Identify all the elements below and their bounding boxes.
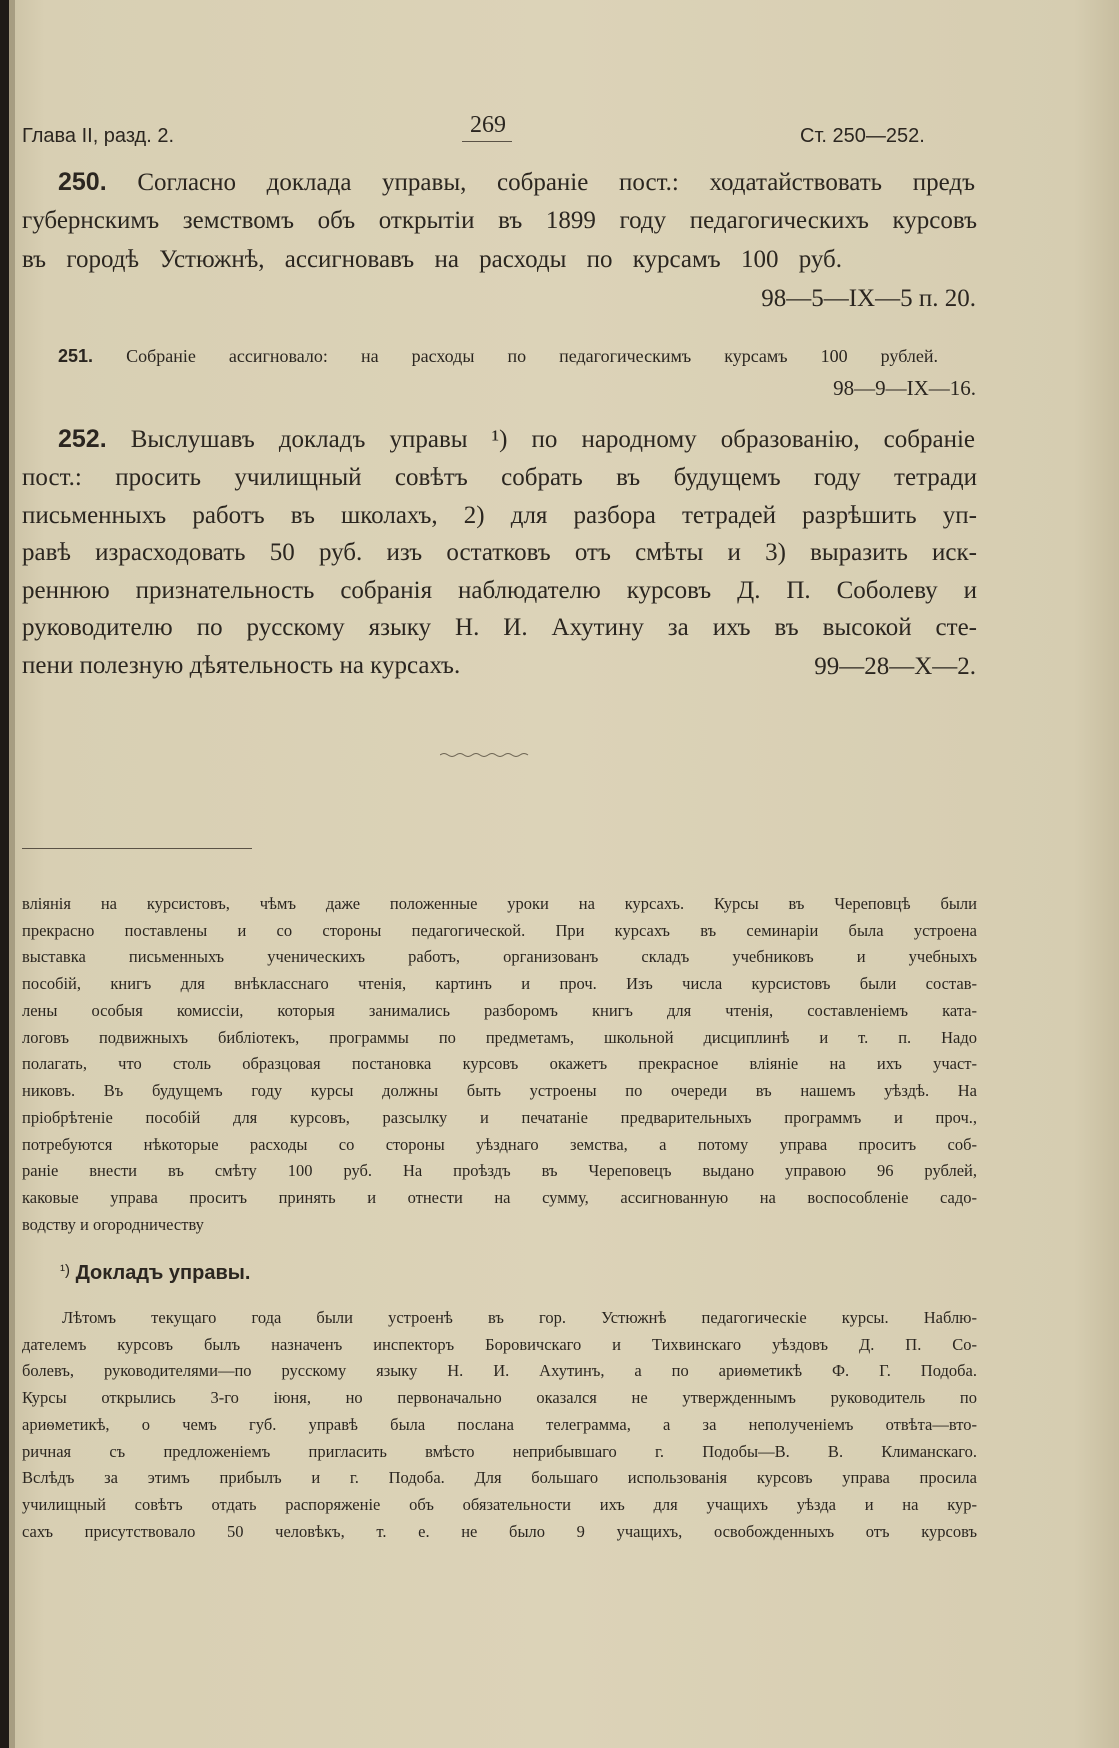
footnote-line: раніе внести въ смѣту 100 руб. На проѣздъ въ Череповецъ выдано управою 96 рублей, [22,1161,977,1180]
resolution-reference: 98—9—IX—16. [833,376,976,400]
article-number: 252. [58,425,107,453]
report-line: болевъ, руководителями—по русскому языку Н. И. Ахутинъ, а по ариѳметикѣ Ф. Г. Подоба. [22,1361,977,1380]
page-number: 269 [470,112,506,138]
article-number: 250. [58,168,107,196]
report-line: дателемъ курсовъ былъ назначенъ инспекторъ Боровичскаго и Тихвинскаго уѣздовъ Д. П. Со- [22,1335,977,1354]
footnote-line: вліянія на курсистовъ, чѣмъ даже положенные уроки на курсахъ. Курсы въ Череповцѣ были [22,894,977,913]
report-line: сахъ присутствовало 50 человѣкъ, т. е. не было 9 учащихъ, освобожденныхъ отъ курсовъ [22,1522,977,1541]
article-line: письменныхъ работъ въ школахъ, 2) для разбора тетрадей разрѣшить уп- [22,502,977,529]
article-text: Согласно доклада управы, собраніе пост.: ходатайствовать предъ [137,169,976,196]
footnote-line: водству и огородничеству [22,1215,204,1234]
footnote-line: потребуются нѣкоторые расходы со стороны уѣзднаго земства, а потому управа проситъ соб- [22,1135,977,1154]
article-line: пост.: просить училищный совѣтъ собрать въ будущемъ году тетради [22,464,977,491]
report-line: ариѳметикѣ, о чемъ губ. управѣ была послана телеграмма, а за неполученіемъ отвѣта—вто- [22,1415,977,1434]
chapter-label: Глава II, разд. 2. [22,125,175,147]
article-line: губернскимъ земствомъ объ открытіи въ 1899 году педагогическихъ курсовъ [22,207,977,234]
column-range: Ст. 250—252. [800,125,925,147]
article-line: равѣ израсходовать 50 руб. изъ остатковъ отъ смѣты и 3) выразить иск- [22,539,977,566]
footnote-line: лены особыя комиссіи, которыя занимались разборомъ книгъ для чтенія, составленіемъ ката- [22,1001,977,1020]
report-title: Докладъ управы. [75,1262,251,1284]
page-shadow [9,0,15,1748]
article-line: руководителю по русскому языку Н. И. Ахутину за ихъ въ высокой сте- [22,614,977,641]
article-line: въ городѣ Устюжнѣ, ассигновавъ на расходы по курсамъ 100 руб. [22,246,842,273]
article-line: пени полезную дѣятельность на курсахъ. [22,652,461,679]
footnote-line: никовъ. Въ будущемъ году курсы должны быть устроены по очереди въ нашемъ уѣздѣ. На [22,1081,977,1100]
book-spine-edge [0,0,9,1748]
article-line [58,347,938,365]
report-line: училищный совѣтъ отдать распоряженіе объ обязательности ихъ для учащихъ уѣзда и на кур- [22,1495,977,1514]
article-number: 251. [58,346,94,366]
report-line: Лѣтомъ текущаго года были устроенѣ въ гор. Устюжнѣ педагогическіе курсы. Наблю- [62,1308,977,1327]
article-line [58,170,975,195]
section-divider-ornament [440,752,530,758]
footnote-mark: ¹) [60,1262,70,1279]
report-heading [60,1262,250,1285]
page-number-underline [462,141,512,142]
resolution-reference: 99—28—X—2. [814,653,976,680]
report-line: Вслѣдъ за этимъ прибылъ и г. Подоба. Для большаго использованія курсовъ управа просила [22,1468,977,1487]
resolution-reference: 98—5—IX—5 п. 20. [761,285,976,312]
footnote-line: логовъ подвижныхъ библіотекъ, программы по предметамъ, школьной дисциплинѣ и т. п. Надо [22,1028,977,1047]
footnote-line: полагать, что столь образцовая постановка курсовъ окажетъ прекрасное вліяніе на ихъ участ- [22,1054,977,1073]
footnote-line: пособій, книгъ для внѣкласснаго чтенія, картинъ и проч. Изъ числа курсистовъ были состав- [22,974,977,993]
footnote-separator [22,848,252,849]
article-line [58,427,975,452]
report-line: Курсы открылись 3-го іюня, но первоначально оказался не утвержденнымъ руководитель по [22,1388,977,1407]
footnote-line: пріобрѣтеніе пособій для курсовъ, разсылку и печатаніе предварительныхъ программъ и проч., [22,1108,977,1127]
report-line: ричная съ предложеніемъ пригласить вмѣсто неприбывшаго г. Подобы—В. В. Климанскаго. [22,1442,977,1461]
footnote-line: прекрасно поставлены и со стороны педагогической. При курсахъ въ семинаріи была устроена [22,921,977,940]
footnote-line: выставка письменныхъ ученическихъ работъ, организованъ складъ учебниковъ и учебныхъ [22,947,977,966]
article-text: Выслушавъ докладъ управы ¹) по народному образованію, собраніе [130,426,975,453]
article-text: Собраніе ассигновало: на расходы по педагогическимъ курсамъ 100 рублей. [126,346,939,366]
article-line: реннюю признательность собранія наблюдателю курсовъ Д. П. Соболеву и [22,577,977,604]
footnote-line: каковые управа проситъ принять и отнести на сумму, ассигнованную на воспособленіе садо- [22,1188,977,1207]
